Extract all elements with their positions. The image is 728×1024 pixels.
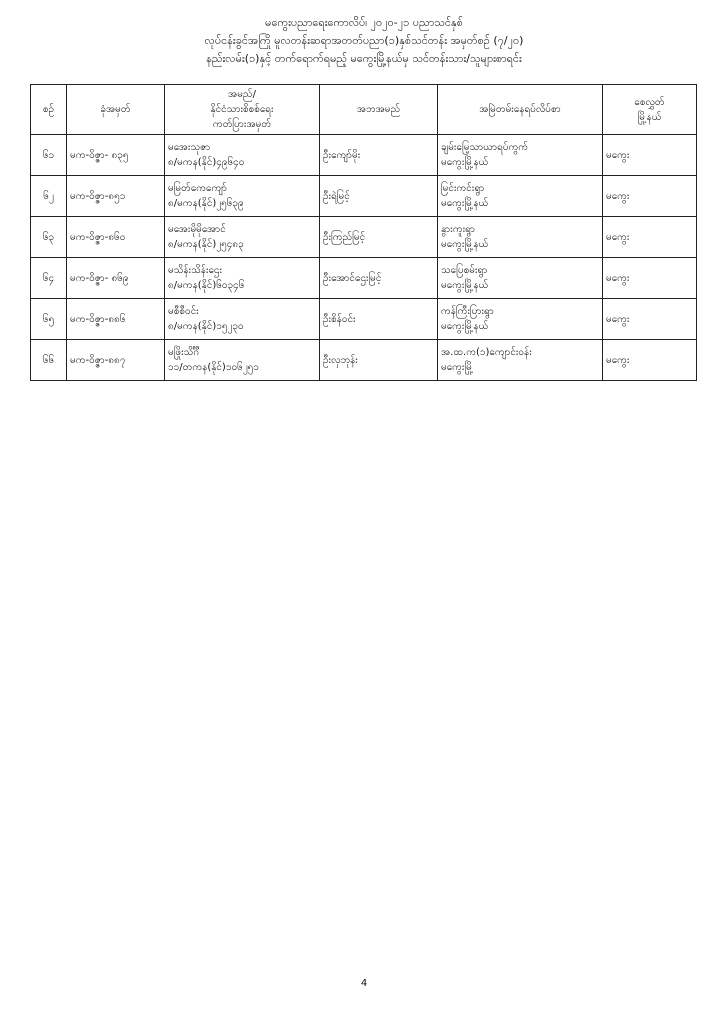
table-row	[31, 299, 697, 340]
cell-address-line2: မကွေးမြို့နယ်	[441, 280, 489, 291]
page-number: 4	[360, 978, 368, 989]
cell-roll-number: မက-ဝိဇ္ဇာ-၈၆၀	[67, 217, 165, 258]
cell-address-line2: မကွေးမြို့နယ်	[441, 239, 489, 250]
cell-roll-number: မက-ဝိဇ္ဇာ-၈၅၁	[67, 176, 165, 217]
cell-address	[438, 299, 603, 340]
cell-township: မကွေး	[603, 217, 697, 258]
cell-nrc: ၈/မကန(နိုင်)၂၅၄၈၃	[168, 239, 244, 250]
cell-township: မကွေး	[603, 340, 697, 381]
column-header-text: ကတ်ပြားအမှတ်	[212, 119, 272, 130]
header-course: လုပ်ငန်းခွင်အကြို မူလတန်းဆရာအတတ်ပညာ(၁)နှစ်သင်တန်း အမှတ်စဉ် (၇/၂၀)	[204, 34, 524, 47]
table-row	[31, 176, 697, 217]
cell-address-line1: ကန်ကြီးပြားရွာ	[441, 306, 494, 317]
cell-nrc: ၁၁/တကန(နိုင်)၁၀၆၂၅၁	[168, 362, 259, 373]
cell-township: မကွေး	[603, 258, 697, 299]
cell-father-name: ဦးအောင်ဌေးမြင့်	[320, 258, 438, 299]
cell-nrc: ၈/မကန(နိုင်)၁၅၂၃၀	[168, 321, 244, 332]
cell-name: မဖြိုးသိင်္ဂီ	[168, 347, 200, 358]
table-header-row	[31, 85, 697, 135]
cell-address-line2: မကွေးမြို့နယ်	[441, 198, 489, 209]
column-header-text: ခုံအမှတ်	[100, 104, 131, 115]
cell-name-nrc	[165, 299, 320, 340]
column-header-text: စေလွှတ်	[634, 96, 665, 108]
column-header-text: နိုင်ငံသားစိစစ်ရေး	[210, 104, 274, 115]
cell-address-line2: မကွေးမြို့နယ်	[441, 157, 489, 168]
cell-address-line2: မကွေးမြို့နယ်	[441, 321, 489, 332]
cell-nrc: ၈/မကန(နိုင်)၆၀၃၄၆	[168, 280, 245, 291]
column-header-text: မြို့နယ်	[637, 111, 662, 123]
cell-address	[438, 176, 603, 217]
document-header	[0, 14, 728, 68]
header-subtitle: နည်းလမ်း(၁)နှင့် တက်ရောက်ရမည့် မကွေးမြို့နယ်မှ သင်တန်းသား/သူများစာရင်း	[206, 52, 522, 65]
column-header-roll	[67, 85, 165, 135]
cell-address	[438, 258, 603, 299]
cell-name-nrc	[165, 135, 320, 176]
table-row	[31, 340, 697, 381]
cell-father-name: ဦးကျော်မိုး	[320, 135, 438, 176]
cell-name: မအေးသုဇာ	[168, 142, 211, 153]
student-roster-table	[30, 84, 697, 381]
column-header-township	[603, 85, 697, 135]
cell-address-line2: မကွေးမြို့	[441, 362, 474, 373]
cell-address-line1: ချမ်းမြေ့သာယာရပ်ကွက်	[441, 142, 529, 153]
cell-address	[438, 340, 603, 381]
cell-address-line1: အ.ထ.က(၁)ကျောင်းဝန်း	[441, 347, 532, 358]
cell-father-name: ဦးလှဘုန်း	[320, 340, 438, 381]
cell-address	[438, 135, 603, 176]
cell-roll-number: မက-ဝိဇ္ဇာ- ၈၃၅	[67, 135, 165, 176]
cell-roll-number: မက-ဝိဇ္ဇာ-၈၈၇	[67, 340, 165, 381]
cell-father-name: ဦးရဲမြင့်	[320, 176, 438, 217]
column-header-text: အဘအမည်	[356, 104, 401, 115]
cell-nrc: ၈/မကန(နိုင်)၂၅၆၃၉	[168, 198, 244, 209]
cell-address-line1: သပြေစမ်းရွာ	[441, 265, 488, 276]
cell-name-nrc	[165, 258, 320, 299]
cell-nrc: ၈/မကန(နိုင်)၄၉၆၄၀	[168, 157, 245, 168]
cell-township: မကွေး	[603, 135, 697, 176]
cell-name: မစီစီဝင်း	[168, 306, 199, 317]
column-header-text: အမည်/	[228, 89, 256, 100]
column-header-address	[438, 85, 603, 135]
cell-roll-number: မက-ဝိဇ္ဇာ- ၈၆၉	[67, 258, 165, 299]
cell-address	[438, 217, 603, 258]
table-row	[31, 217, 697, 258]
cell-father-name: ဦးစိန်ဝင်း	[320, 299, 438, 340]
cell-roll-number: မက-ဝိဇ္ဇာ-၈၈၆	[67, 299, 165, 340]
table-body	[31, 135, 697, 381]
cell-name-nrc	[165, 217, 320, 258]
cell-name-nrc	[165, 176, 320, 217]
cell-name: မအေးမိုမိုအောင်	[168, 224, 226, 235]
cell-name: မသိန်းသိန်းဌေး	[168, 265, 222, 276]
cell-address-line1: နွားကူးရွာ	[441, 224, 475, 235]
cell-name: မမြတ်ကေကျော်	[168, 183, 227, 194]
cell-number: ၆၂	[31, 176, 67, 217]
cell-father-name: ဦးကြည်မြင့်	[320, 217, 438, 258]
cell-number: ၆၆	[31, 340, 67, 381]
table-row	[31, 135, 697, 176]
column-header-number	[31, 85, 67, 135]
cell-name-nrc	[165, 340, 320, 381]
column-header-father	[320, 85, 438, 135]
table-row	[31, 258, 697, 299]
header-title: မကွေးပညာရေးကောလိပ်၊ ၂၀၂၀-၂၁ ပညာသင်နှစ်	[265, 16, 463, 29]
cell-township: မကွေး	[603, 176, 697, 217]
column-header-name-nrc	[165, 85, 320, 135]
cell-township: မကွေး	[603, 299, 697, 340]
cell-number: ၆၄	[31, 258, 67, 299]
cell-address-line1: မြင်းကင်းရွာ	[441, 183, 485, 194]
cell-number: ၆၅	[31, 299, 67, 340]
cell-number: ၆၃	[31, 217, 67, 258]
column-header-text: စဉ်	[42, 104, 55, 115]
cell-number: ၆၁	[31, 135, 67, 176]
column-header-text: အမြဲတမ်းနေရပ်လိပ်စာ	[479, 104, 561, 115]
